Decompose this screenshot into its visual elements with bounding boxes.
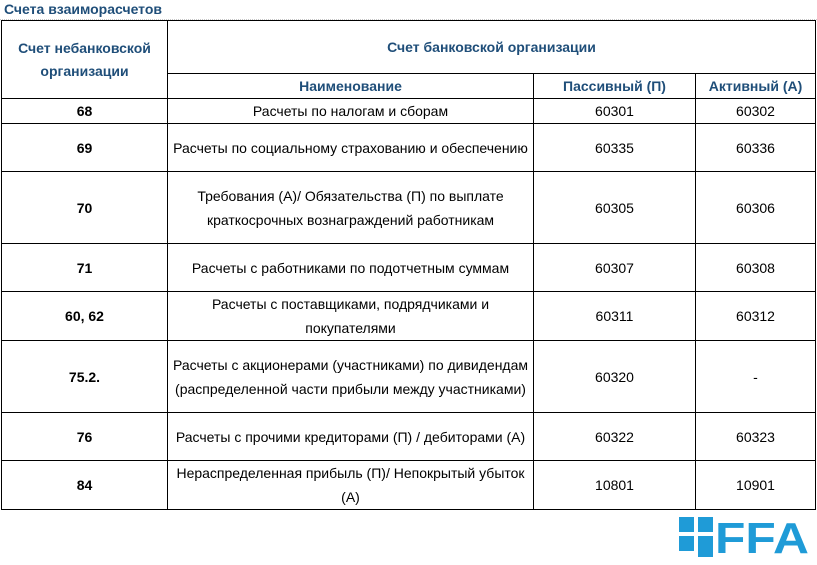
page-title: Счета взаиморасчетов (4, 1, 163, 17)
table-row (2, 244, 816, 292)
row-active: 60302 (696, 99, 816, 124)
row-name: Расчеты с акционерами (участниками) по дивидендам (распределенной части прибыли между участниками) (168, 341, 534, 413)
header-passive: Пассивный (П) (534, 74, 696, 99)
row-name: Расчеты по социальному страхованию и обеспечению (168, 124, 534, 172)
row-name: Расчеты с прочими кредиторами (П) / дебиторами (А) (168, 413, 534, 461)
row-code: 76 (2, 413, 168, 461)
header-non-bank-account: Счет небанковской организации (2, 21, 168, 99)
row-code: 69 (2, 124, 168, 172)
row-passive: 60305 (534, 172, 696, 244)
table-row (2, 292, 816, 341)
row-name: Расчеты с поставщиками, подрядчиками и покупателями (168, 292, 534, 341)
table-row (2, 413, 816, 461)
row-passive: 60311 (534, 292, 696, 341)
row-code: 84 (2, 461, 168, 510)
row-name: Расчеты по налогам и сборам (168, 99, 534, 124)
table-row (2, 99, 816, 124)
row-passive: 10801 (534, 461, 696, 510)
row-code: 75.2. (2, 341, 168, 413)
row-code: 60, 62 (2, 292, 168, 341)
logo-text: FFA (715, 517, 809, 557)
row-active: 60323 (696, 413, 816, 461)
row-name: Расчеты с работниками по подотчетным суммам (168, 244, 534, 292)
table-row (2, 172, 816, 244)
table-row (2, 124, 816, 172)
table-row (2, 461, 816, 510)
row-active: 60336 (696, 124, 816, 172)
row-passive: 60322 (534, 413, 696, 461)
row-name: Нераспределенная прибыль (П)/ Непокрытый убыток (А) (168, 461, 534, 510)
row-active: 60312 (696, 292, 816, 341)
ffa-logo (679, 517, 811, 557)
row-passive: 60301 (534, 99, 696, 124)
header-bank-account: Счет банковской организации (168, 21, 816, 74)
row-code: 71 (2, 244, 168, 292)
table-row (2, 341, 816, 413)
row-code: 70 (2, 172, 168, 244)
row-code: 68 (2, 99, 168, 124)
header-active: Активный (А) (696, 74, 816, 99)
header-name: Наименование (168, 74, 534, 99)
row-passive: 60307 (534, 244, 696, 292)
row-active: - (696, 341, 816, 413)
row-name: Требования (А)/ Обязательства (П) по выплате краткосрочных вознаграждений работникам (168, 172, 534, 244)
accounts-table (1, 20, 816, 510)
row-active: 60306 (696, 172, 816, 244)
logo-mark-icon (679, 517, 713, 557)
row-passive: 60320 (534, 341, 696, 413)
row-active: 10901 (696, 461, 816, 510)
row-active: 60308 (696, 244, 816, 292)
row-passive: 60335 (534, 124, 696, 172)
